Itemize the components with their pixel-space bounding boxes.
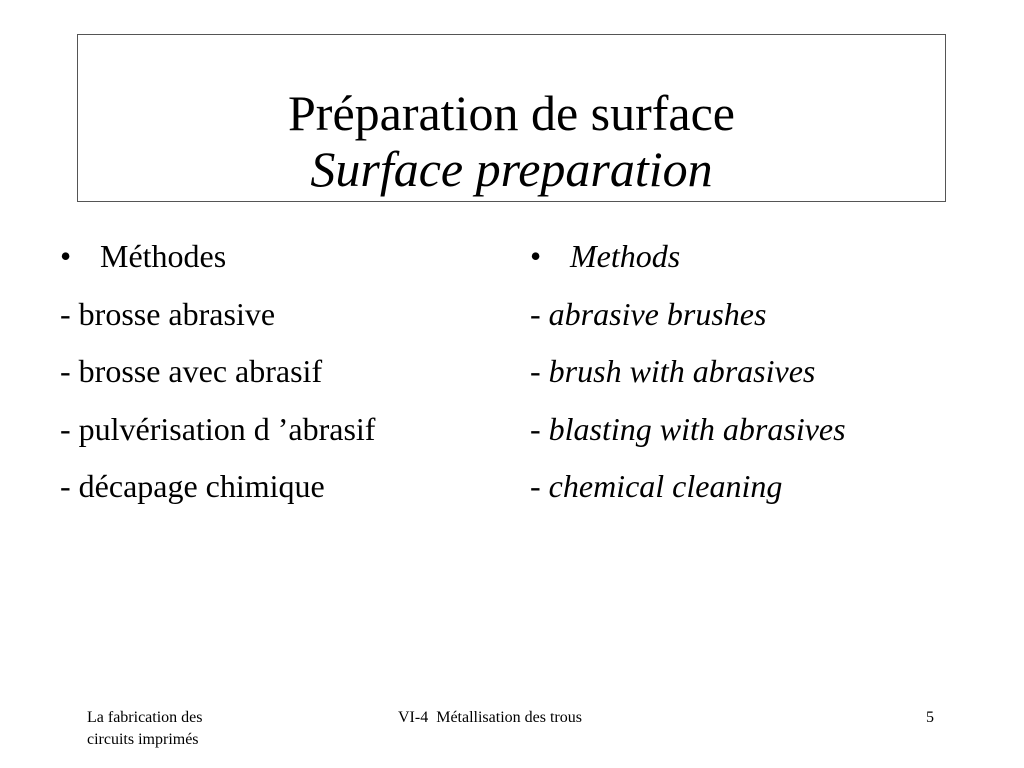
footer-left-line1: La fabrication des [87,709,203,726]
english-item [530,401,990,459]
footer-left-line2: circuits imprimés [87,731,199,748]
english-item [530,458,990,516]
english-item-text: blasting with abrasives [548,410,846,447]
footer-course-title [87,707,267,751]
french-item: - pulvérisation d ’abrasif [60,410,376,447]
english-item [530,286,990,344]
title-french: Préparation de surface [288,85,735,141]
title-box [77,34,946,202]
english-heading-line [530,228,990,286]
bullet-icon: • [530,238,542,274]
english-item-text: abrasive brushes [548,295,767,332]
french-heading-line [60,228,500,286]
english-item-text: chemical cleaning [548,468,783,504]
page-number: 5 [926,709,934,726]
dash: - [530,353,549,389]
english-heading: Methods [570,238,681,274]
bullet-icon: • [60,238,72,274]
dash: - [530,295,549,332]
french-item: - décapage chimique [60,468,325,504]
french-item: - brosse avec abrasif [60,353,323,389]
english-item-text: brush with abrasives [548,353,816,389]
footer-chapter: VI-4 Métallisation des trous [398,709,582,726]
english-item [530,343,990,401]
english-column [530,228,990,516]
french-item: - brosse abrasive [60,295,276,332]
french-heading: Méthodes [100,238,227,274]
dash: - [530,468,549,504]
dash: - [530,410,549,447]
title-english: Surface preparation [310,141,713,197]
french-column [60,228,500,516]
